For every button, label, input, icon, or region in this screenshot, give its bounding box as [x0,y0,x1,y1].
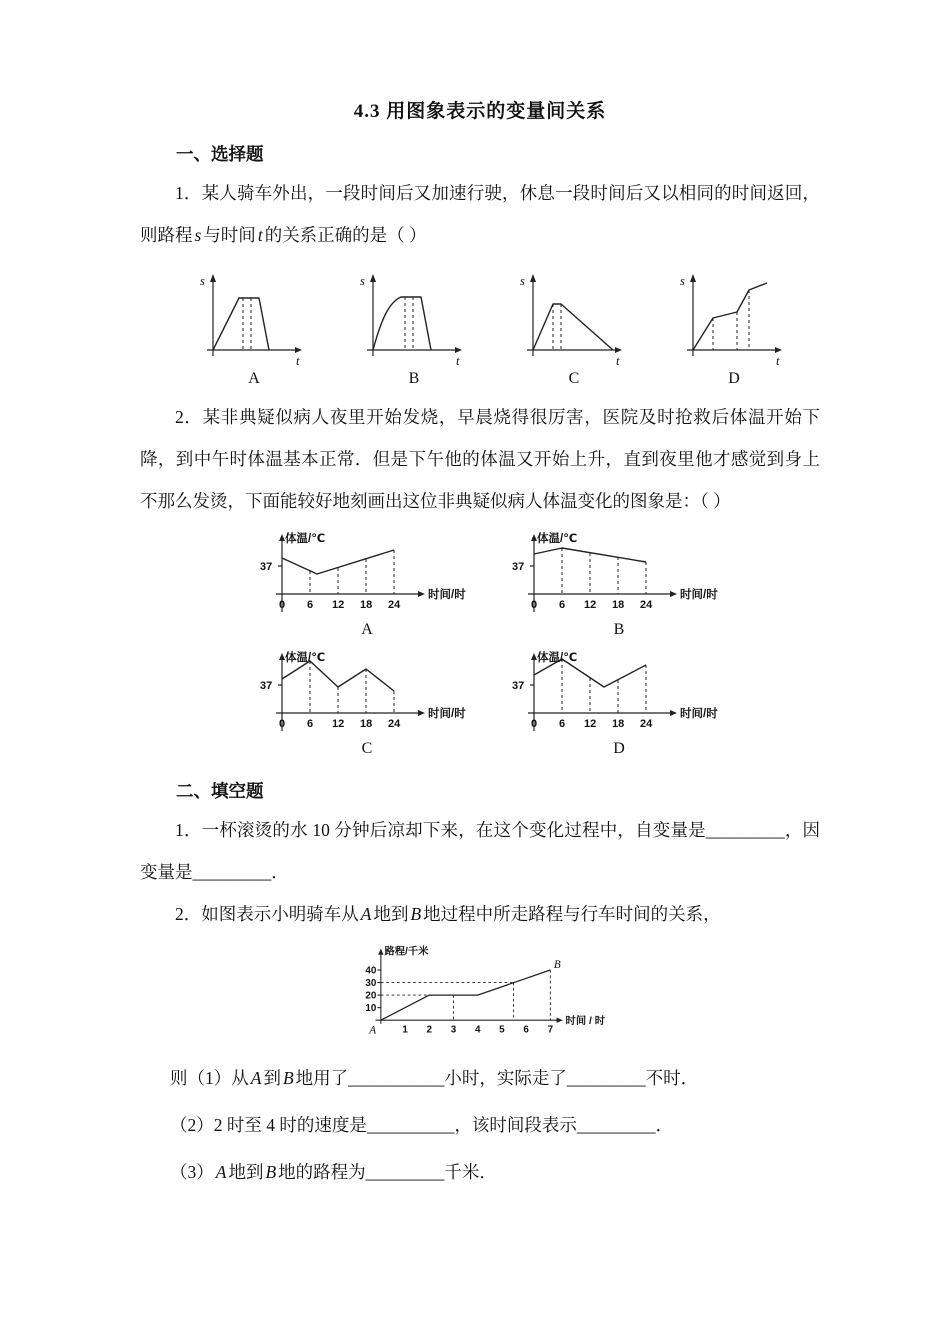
var-a: A [250,1068,262,1088]
y-tick-10: 10 [365,1003,377,1015]
x-tick-7: 7 [547,1024,554,1036]
option-letter: D [728,370,740,387]
q1-text-part: 的关系正确的是（ ） [264,225,427,245]
distance-graph [345,943,605,1049]
x-tick-12: 12 [584,718,597,730]
x-tick-24: 24 [388,599,401,611]
temp-y-axis-label: 体温/℃ [537,533,578,545]
blank-line: _________ [365,1162,445,1182]
x-tick-0: 0 [531,599,538,611]
blank-line: _________ [192,862,272,882]
fill-q2-answer-line-2 [140,1102,820,1149]
var-a: A [360,904,372,924]
axis-t-label: t [776,354,780,368]
q1-graph-option-c [515,268,633,388]
option-letter: B [613,621,625,638]
fill-q2-part: 地到 [373,904,409,924]
ans-part: 小时，实际走了 [444,1068,567,1088]
temp-graph-option-c [252,647,482,758]
dist-x-axis-label: 时间 / 时 [565,1015,605,1027]
temp-graph-d [504,647,734,739]
page-title: 4.3 用图象表示的变量间关系 [353,101,607,122]
blank-line: _________ [705,820,785,840]
fill-q1-part: 1．一杯滚烫的水 10 分钟后凉却下来，在这个变化过程中，自变量是 [175,820,706,840]
ans-part: （3） [170,1162,214,1182]
temp-graph-option-a [252,528,482,639]
blank-line: ___________ [348,1068,445,1088]
axis-t-label: t [616,354,620,368]
var-a: A [215,1162,227,1182]
fill-q1-text [140,809,820,893]
choice-q2-text: 2．某非典疑似病人夜里开始发烧，早晨烧得很厉害，医院及时抢救后体温开始下降，到中午时体温基本正常．但是下午他的体温又开始上升，直到夜里他才感觉到身上不那么发烫，下面能较好地刻画出这位非典疑似病人体温变化的图象是：（ ） [140,407,820,511]
ans-part: 地用了 [295,1068,349,1088]
ans-part: 不时． [645,1068,699,1088]
temp-37-tick: 37 [260,680,273,692]
st-graph-c [515,268,633,368]
fill-q2-answer-line-3 [140,1149,820,1196]
temp-x-axis-label: 时间/时 [680,589,718,601]
fill-q1-part: ． [271,862,289,882]
x-tick-6: 6 [559,599,566,611]
distance-time-graph [345,943,605,1049]
blank-line: _________ [576,1115,656,1135]
option-letter: C [361,740,373,757]
temp-x-axis-label: 时间/时 [428,708,466,720]
var-b: B [282,1068,294,1088]
fill-q2-answer-line-1 [140,1055,820,1102]
q1-text-part: 1．某人骑车外出，一段时间后又加速行驶，休息一段时间后又以相同的时间返回，则路程 [140,183,820,245]
fill-q1-part: ，因变量是 [140,820,821,882]
x-tick-0: 0 [279,599,286,611]
var-b: B [265,1162,277,1182]
option-letter: A [361,621,373,638]
ans-part: 则（1）从 [170,1068,249,1088]
q2-option-graphs [252,528,820,758]
ans-part: 地的路程为 [278,1162,366,1182]
x-tick-18: 18 [612,718,625,730]
q1-option-graphs [195,268,820,388]
axis-t-label: t [456,354,460,368]
st-graph-d [675,268,793,368]
ans-part: （2）2 时至 4 时的速度是 [170,1115,367,1135]
y-tick-30: 30 [365,978,377,990]
st-graph-a [195,268,313,368]
section-fill-heading: 二、填空题 [176,781,264,801]
q1-var-s: s [194,225,202,245]
fill-q2-part: 地过程中所走路程与行车时间的关系， [423,904,721,924]
y-tick-20: 20 [365,990,377,1002]
q1-graph-option-a [195,268,313,388]
temp-y-axis-label: 体温/℃ [537,652,578,664]
x-tick-18: 18 [360,718,373,730]
x-tick-4: 4 [474,1024,481,1036]
temp-y-axis-label: 体温/℃ [285,652,326,664]
choice-q1-text [140,172,820,256]
fill-q2-part: 2．如图表示小明骑车从 [175,904,359,924]
q1-graph-option-d [675,268,793,388]
q1-var-t: t [257,225,263,245]
blank-line: _________ [566,1068,646,1088]
x-tick-6: 6 [307,599,314,611]
x-tick-24: 24 [388,718,401,730]
ans-part: 地到 [228,1162,264,1182]
axis-s-label: s [680,274,685,288]
ans-part: 千米． [444,1162,497,1182]
st-graph-b [355,268,473,368]
option-letter: A [248,370,260,387]
x-tick-18: 18 [360,599,373,611]
x-tick-5: 5 [499,1024,505,1036]
temp-graph-option-d [504,647,734,758]
temp-x-axis-label: 时间/时 [428,589,466,601]
x-tick-24: 24 [640,599,653,611]
temp-37-tick: 37 [512,561,525,573]
x-tick-12: 12 [332,718,345,730]
x-tick-12: 12 [332,599,345,611]
temp-graph-c [252,647,482,739]
x-tick-0: 0 [531,718,538,730]
temp-graph-b [504,528,734,620]
q1-text-part: 与时间 [203,225,256,245]
ans-part: ． [655,1115,674,1135]
x-tick-24: 24 [640,718,653,730]
q1-graph-option-b [355,268,473,388]
option-letter: C [568,370,580,387]
ans-part: 到 [263,1068,281,1088]
blank-line: __________ [366,1115,455,1135]
fill-q2-intro [140,893,820,935]
temp-37-tick: 37 [512,680,525,692]
x-tick-0: 0 [279,718,286,730]
temp-graph-option-b [504,528,734,639]
axis-t-label: t [296,354,300,368]
y-tick-40: 40 [365,965,377,977]
temp-y-axis-label: 体温/℃ [285,533,326,545]
x-tick-6: 6 [523,1024,529,1036]
x-tick-2: 2 [426,1024,433,1036]
axis-s-label: s [520,274,525,288]
temp-x-axis-label: 时间/时 [680,708,718,720]
ans-part: ，该时间段表示 [454,1115,577,1135]
option-letter: B [408,370,420,387]
option-letter: D [613,740,625,757]
axis-s-label: s [360,274,365,288]
var-b: B [410,904,422,924]
x-tick-3: 3 [450,1024,457,1036]
point-b-label: B [553,959,561,972]
section-choice-heading: 一、选择题 [176,144,264,164]
dist-y-axis-label: 路程/千米 [384,946,429,958]
x-tick-18: 18 [612,599,625,611]
x-tick-6: 6 [307,718,314,730]
x-tick-1: 1 [402,1024,408,1036]
axis-s-label: s [200,274,205,288]
x-tick-6: 6 [559,718,566,730]
temp-graph-a [252,528,482,620]
x-tick-12: 12 [584,599,597,611]
point-a-label: A [369,1024,377,1037]
temp-37-tick: 37 [260,561,273,573]
